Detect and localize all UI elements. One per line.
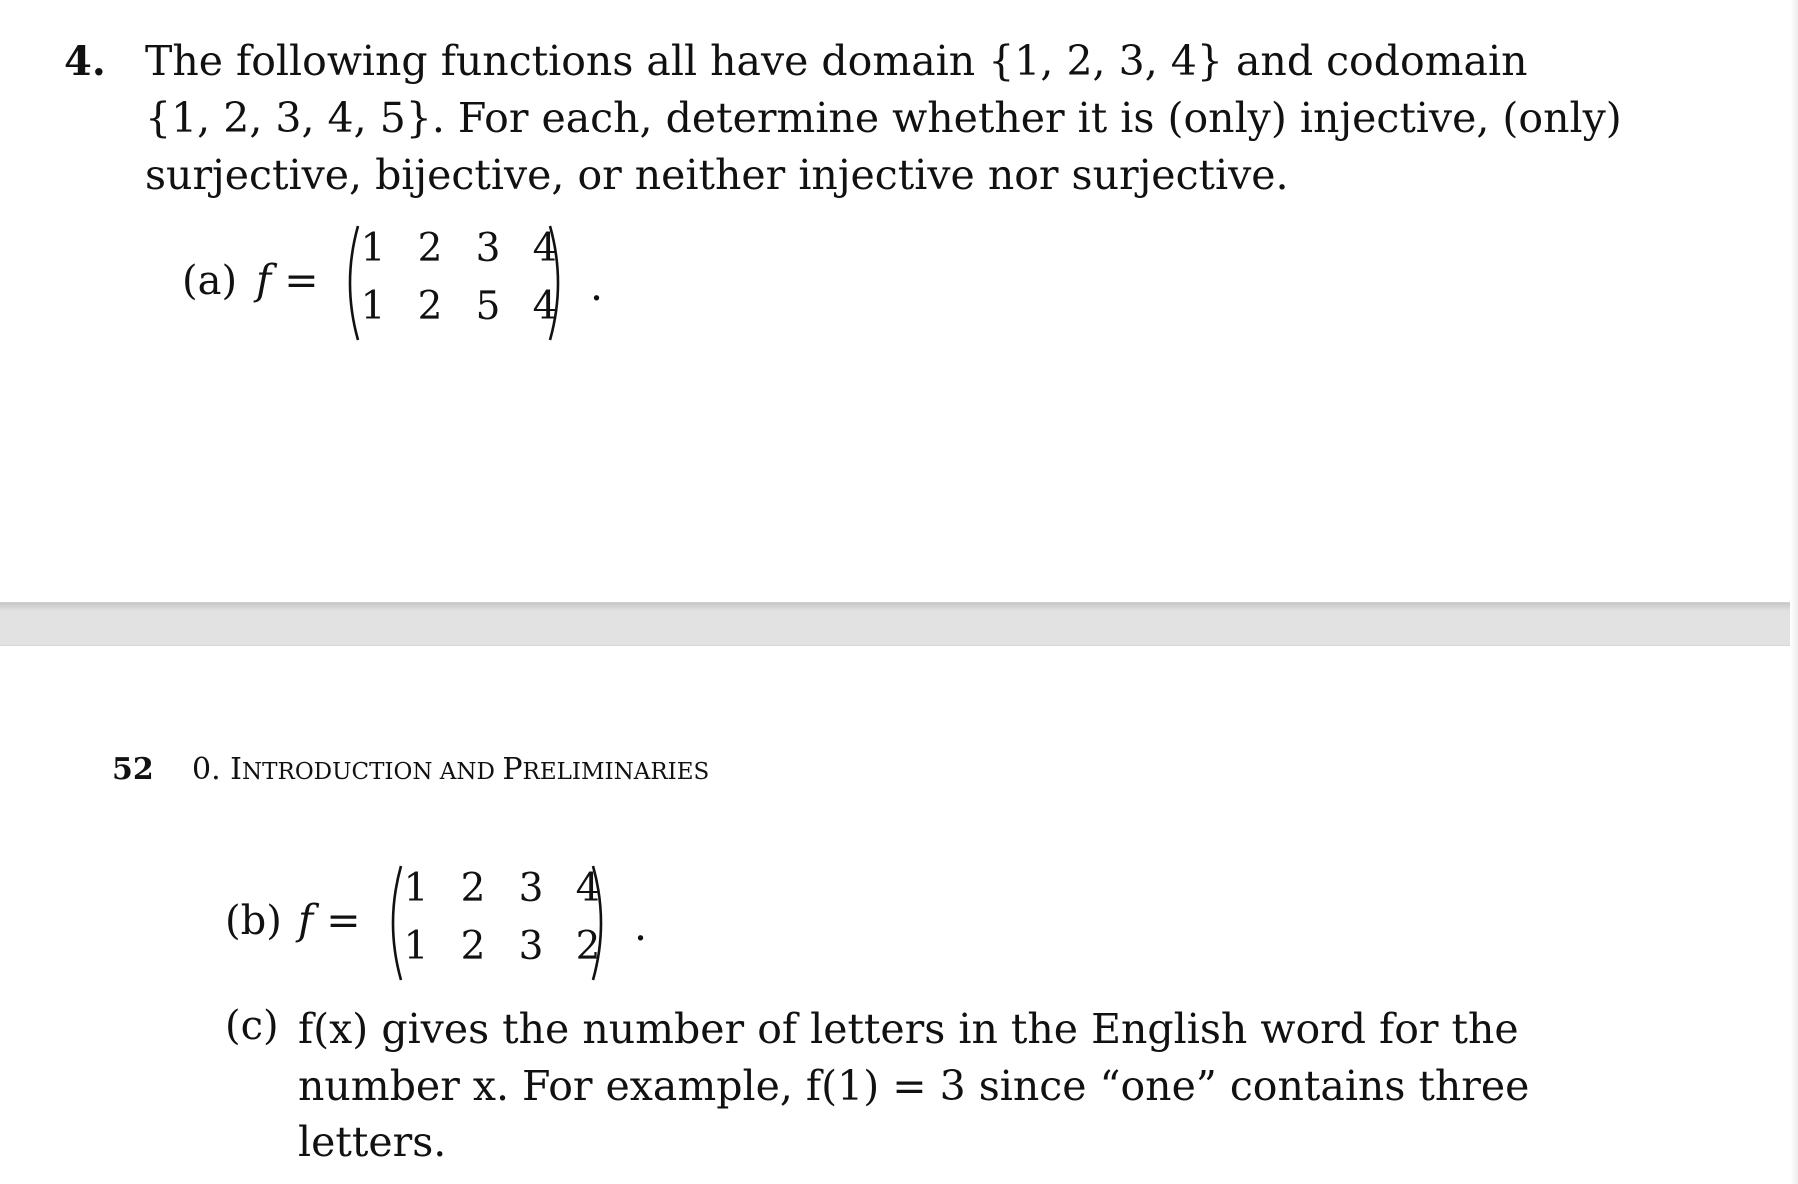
matrix-cell: 2 (417, 284, 443, 329)
part-b-period: . (634, 902, 648, 950)
matrix-cell: 4 (532, 226, 558, 271)
problem-number: 4. (64, 38, 106, 85)
problem-text-line-3: surjective, bijective, or neither injective nor surjective. (145, 151, 1289, 199)
matrix-cell: 1 (360, 284, 386, 329)
part-a-label: (a) (182, 258, 238, 304)
matrix-cell: 1 (360, 226, 386, 271)
matrix-cell: 2 (460, 866, 486, 911)
chapter-title-cap: I (230, 752, 243, 787)
matrix-cell: 2 (417, 226, 443, 271)
chapter-number: 0. (192, 752, 231, 787)
page-separator (0, 602, 1798, 646)
part-b-matrix (383, 862, 611, 984)
part-c-label: (c) (225, 1003, 279, 1049)
matrix-cell: 1 (403, 924, 429, 969)
matrix-cell: 5 (475, 284, 501, 329)
problem-text-line-2: {1, 2, 3, 4, 5}. For each, determine whether it is (only) injective, (only) (145, 94, 1622, 142)
matrix-cell: 2 (460, 924, 486, 969)
page-number: 52 (112, 752, 154, 787)
matrix-cell: 1 (403, 866, 429, 911)
part-c-line-1: f(x) gives the number of letters in the English word for the (298, 1005, 1519, 1053)
part-a-matrix (340, 222, 568, 344)
part-c-line-3: letters. (298, 1118, 447, 1166)
chapter-title-small: RELIMINARIES (522, 759, 710, 785)
chapter-title-cap: P (502, 752, 523, 787)
viewer-edge-shadow (1790, 0, 1798, 1184)
part-c-line-2: number x. For example, f(1) = 3 since “one” contains three (298, 1062, 1530, 1110)
matrix-cell: 3 (518, 866, 544, 911)
matrix-cell: 3 (475, 226, 501, 271)
matrix-cell: 4 (532, 284, 558, 329)
part-b-lhs: f = (298, 896, 361, 944)
matrix-cell: 2 (575, 924, 601, 969)
part-a-lhs: f = (256, 256, 319, 304)
matrix-cell: 3 (518, 924, 544, 969)
chapter-title-small: NTRODUCTION (242, 759, 433, 785)
chapter-header (192, 752, 709, 787)
chapter-title-small: AND (432, 759, 503, 785)
matrix-cell: 4 (575, 866, 601, 911)
problem-text-line-1: The following functions all have domain {1, 2, 3, 4} and codomain (145, 37, 1528, 85)
part-a-period: . (590, 262, 604, 310)
part-b-label: (b) (225, 898, 282, 944)
